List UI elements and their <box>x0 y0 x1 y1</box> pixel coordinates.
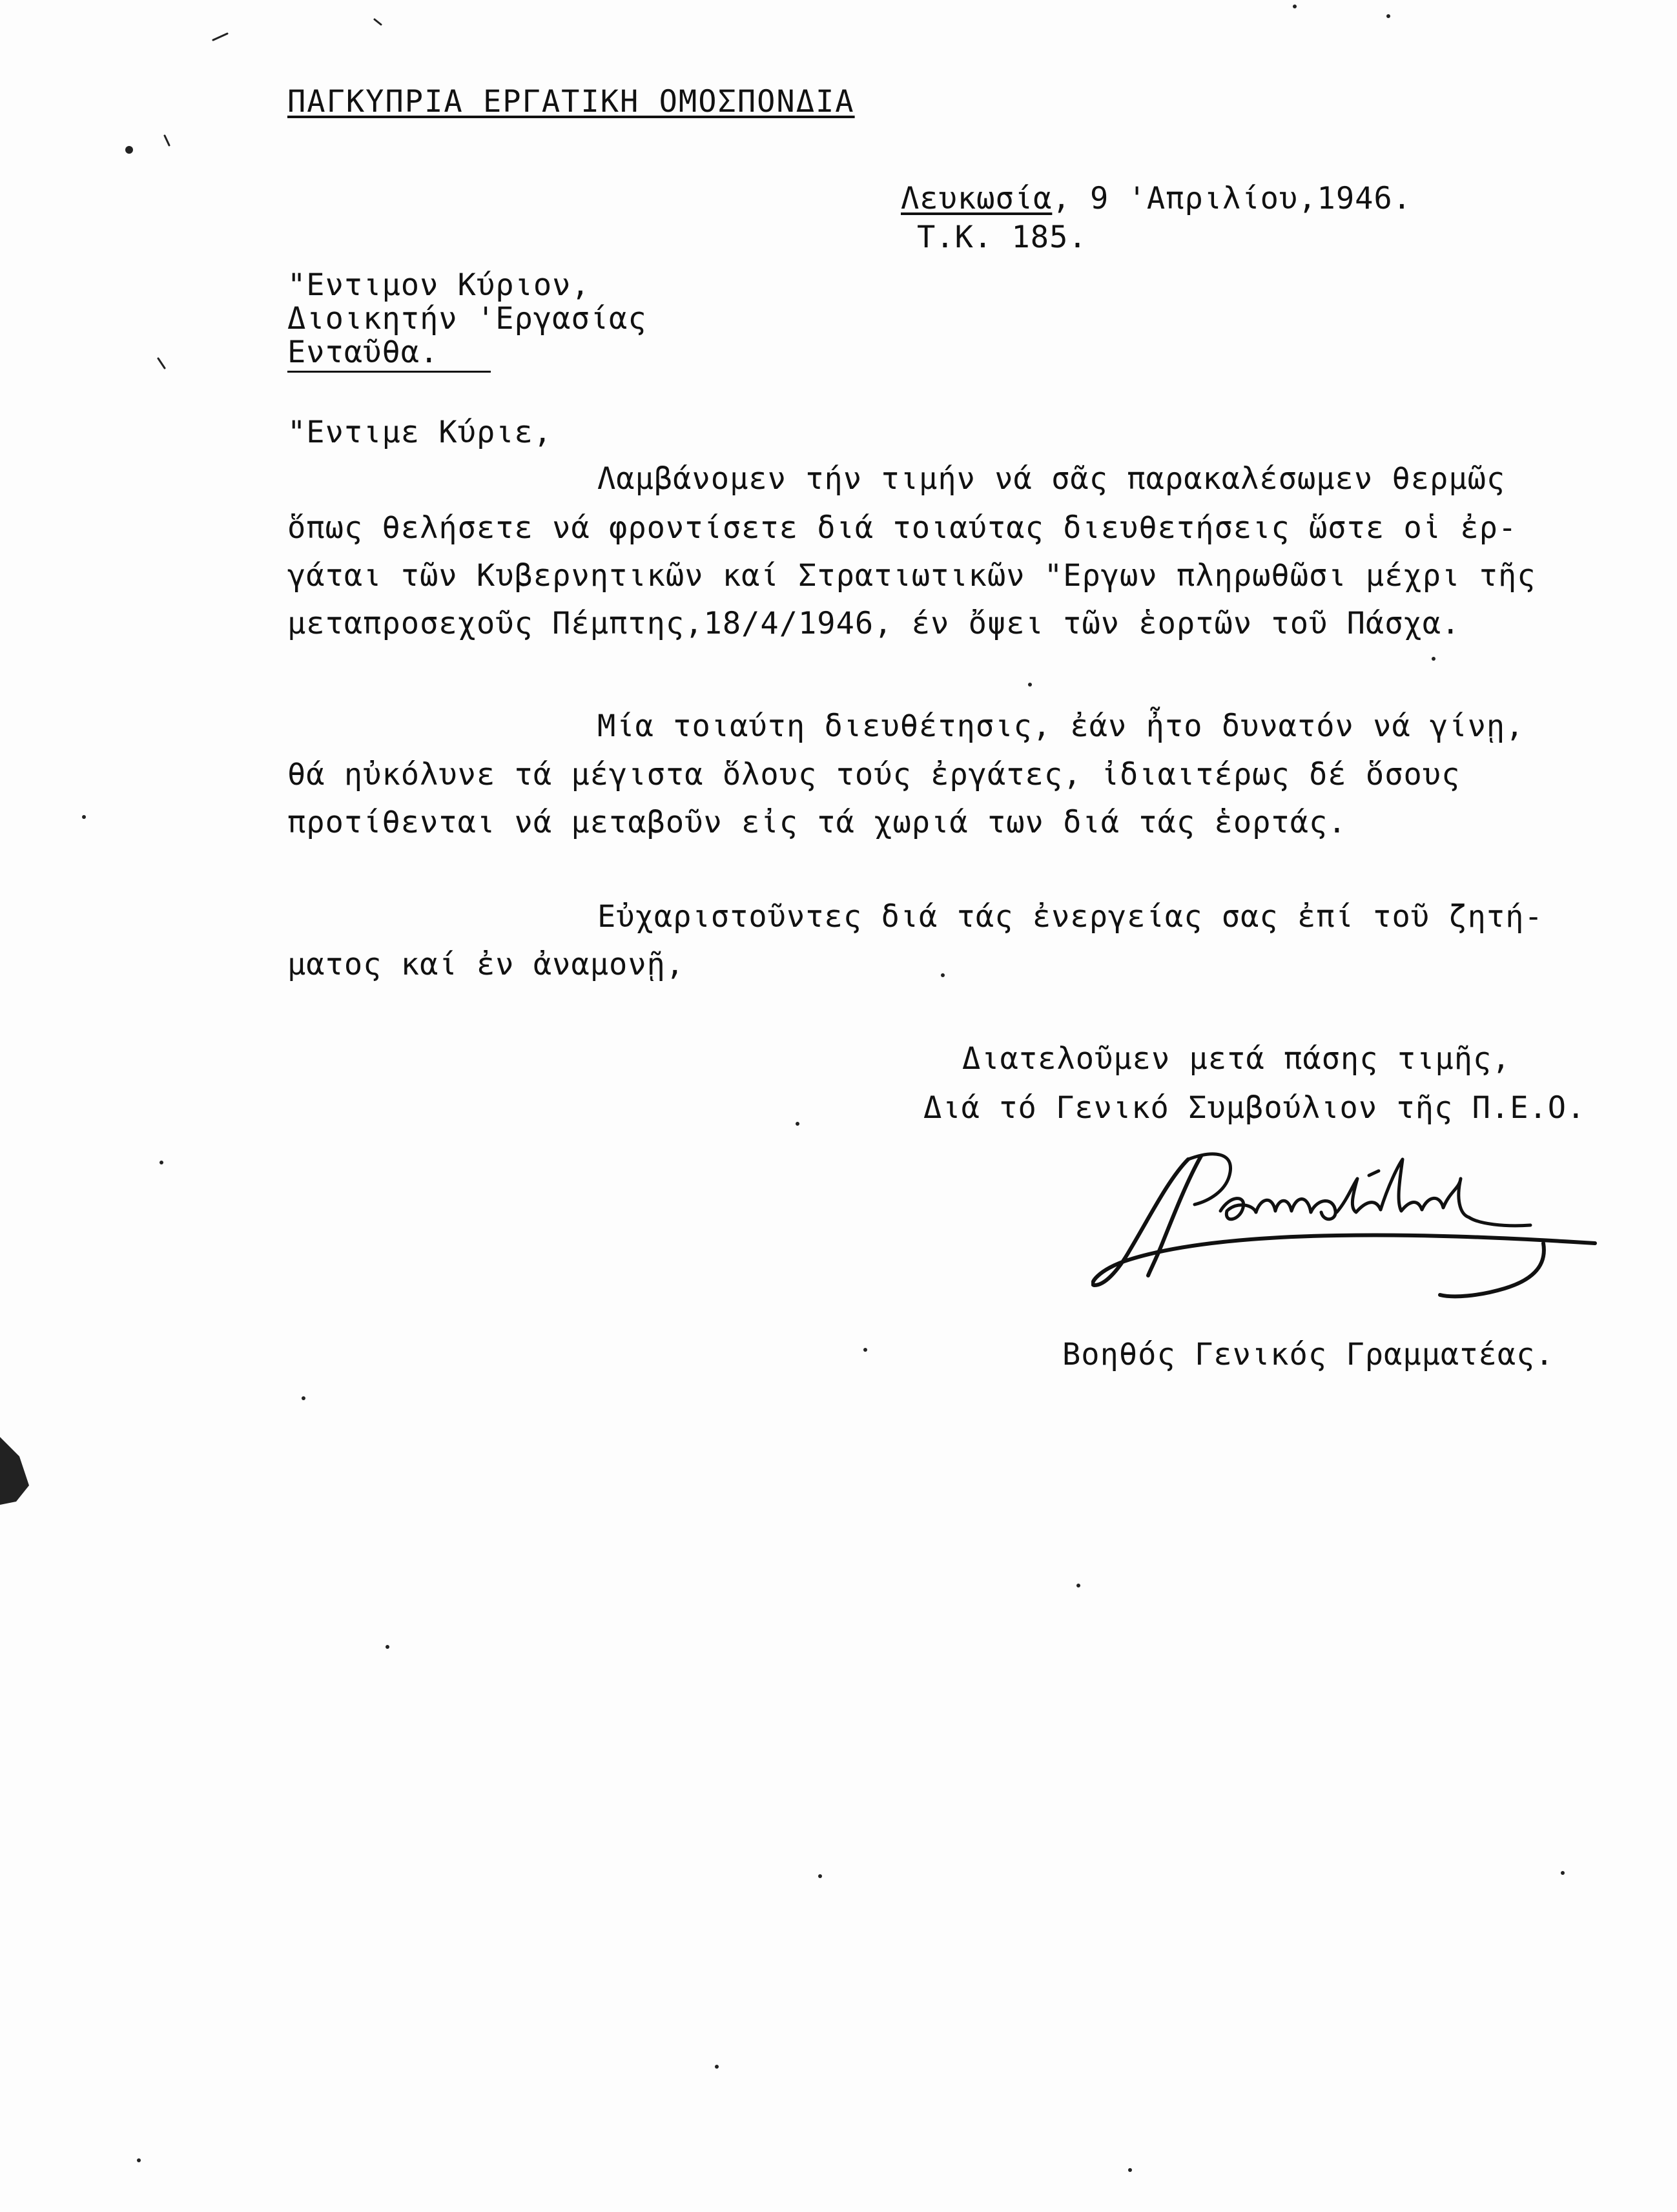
paragraph-1-line-1: Λαμβάνομεν τήν τιμήν νά σᾶς παρακαλέσωμεν θερμῶς <box>597 461 1506 497</box>
paragraph-3-line-2: ματος καί ἐν ἀναμονῇ, <box>287 947 685 982</box>
paragraph-2-line-3: προτίθενται νά μεταβοῦν εἰς τά χωριά των διά τάς ἑορτάς. <box>287 805 1347 840</box>
recipient-line-3: Ενταῦθα. <box>287 335 439 370</box>
date-place: Λευκωσία <box>901 181 1053 216</box>
paragraph-2-line-2: θά ηὐκόλυνε τά μέγιστα ὅλους τούς ἐργάτες, ἰδιαιτέρως δέ ὅσους <box>287 757 1461 792</box>
paragraph-1-line-3: γάται τῶν Κυβερνητικῶν καί Στρατιωτικῶν "Εργων πληρωθῶσι μέχρι τῆς <box>287 558 1536 594</box>
signatory-title: Βοηθός Γενικός Γραμματέας. <box>1062 1337 1554 1372</box>
paragraph-2-line-1: Μία τοιαύτη διευθέτησις, ἐάν ἦτο δυνατόν νά γίνῃ, <box>597 708 1525 744</box>
letterhead: ΠΑΓΚΥΠΡΙΑ ΕΡΓΑΤΙΚΗ ΟΜΟΣΠΟΝΔΙΑ <box>287 84 855 119</box>
paragraph-3-line-1: Εὐχαριστοῦντες διά τάς ἐνεργείας σας ἐπί τοῦ ζητή- <box>597 899 1543 935</box>
paragraph-1-line-2: ὅπως θελήσετε νά φροντίσετε διά τοιαύτας διευθετήσεις ὥστε οἱ ἐρ- <box>287 510 1518 546</box>
recipient-underline <box>287 371 491 373</box>
handwritten-signature <box>1091 1140 1614 1334</box>
closing-line-2: Διά τό Γενικό Συμβούλιον τῆς Π.Ε.Ο. <box>923 1090 1586 1126</box>
paragraph-1-line-4: μεταπροσεχοῦς Πέμπτης,18/4/1946, έν ὄψει τῶν ἑορτῶν τοῦ Πάσχα. <box>287 606 1461 641</box>
date-text: , 9 'Απριλίου,1946. <box>1052 181 1412 216</box>
recipient-line-2: Διοικητήν 'Εργασίας <box>287 301 647 336</box>
date-line <box>901 180 1412 218</box>
closing-line-1: Διατελοῦμεν μετά πάσης τιμῆς, <box>962 1041 1511 1077</box>
recipient-line-1: "Εντιμον Κύριον, <box>287 267 590 303</box>
reference-number: Τ.Κ. 185. <box>917 220 1087 255</box>
salutation: "Εντιμε Κύριε, <box>287 415 553 450</box>
